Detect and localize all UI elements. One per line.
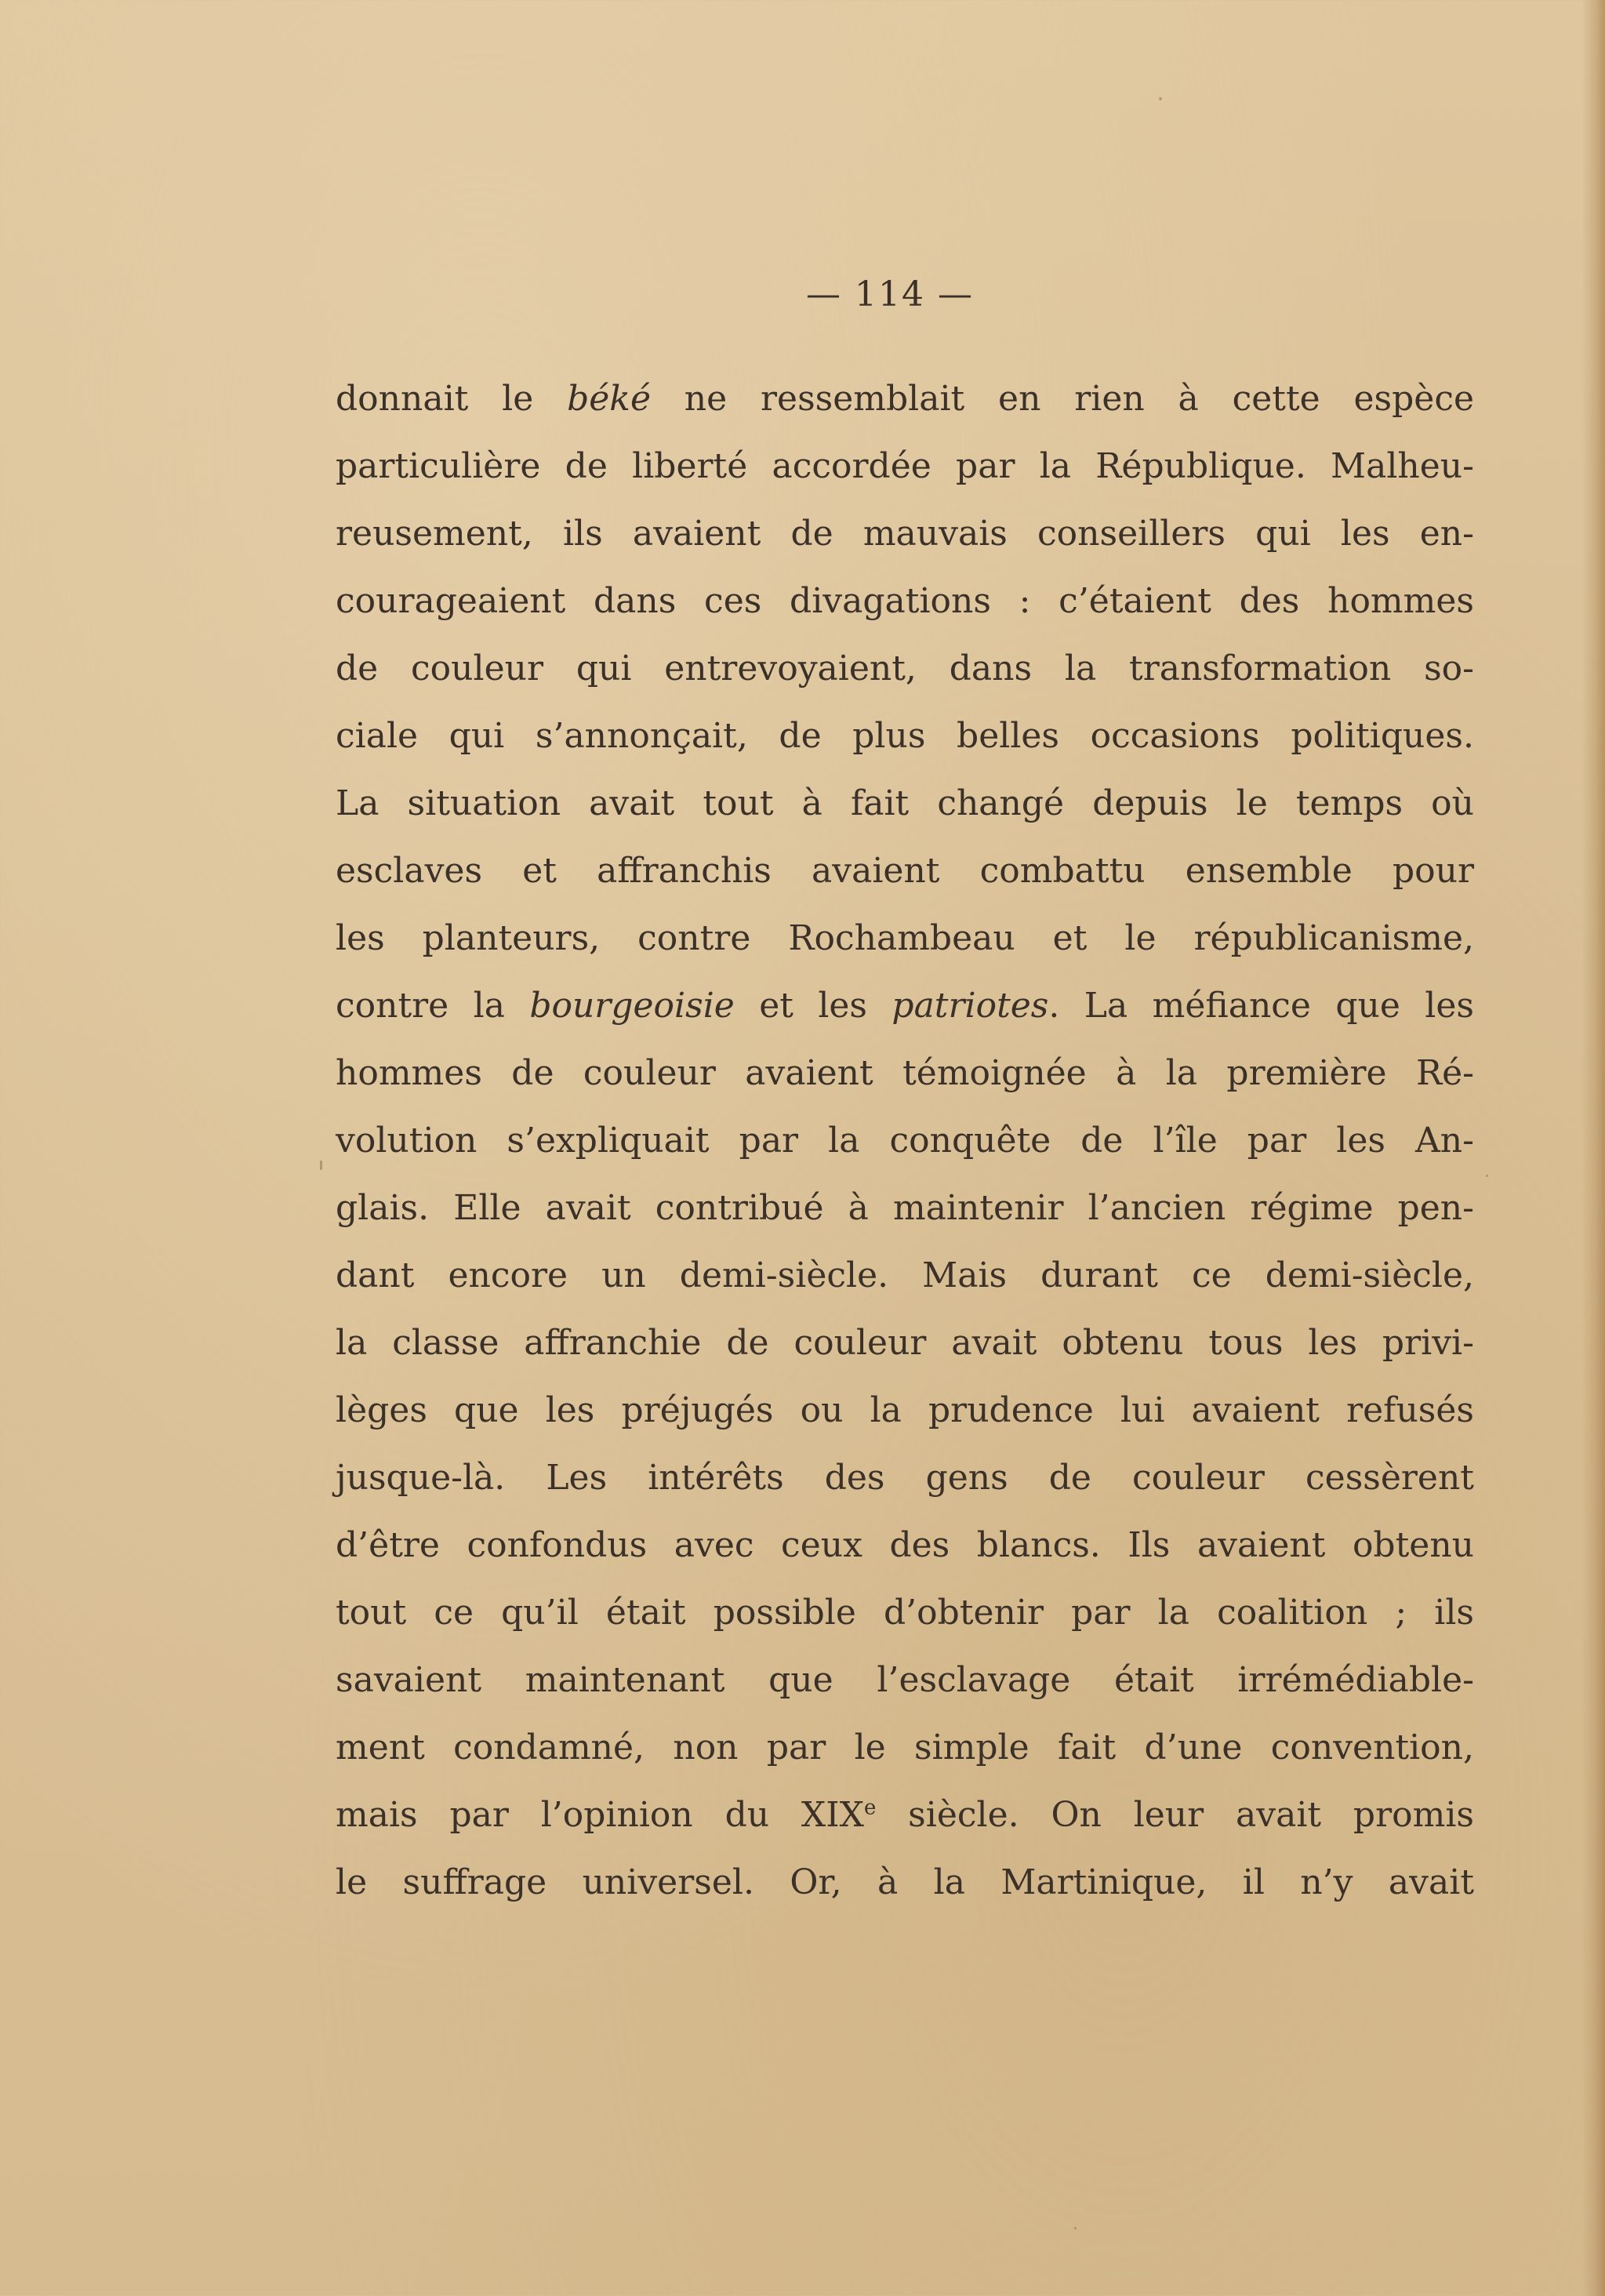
text-line: esclaves et affranchis avaient combattu ensemble pour: [336, 851, 1474, 891]
body-text: [336, 365, 1474, 1916]
paper-speck: [1486, 1175, 1488, 1177]
page-number: — 114 —: [806, 274, 974, 314]
text-line: glais. Elle avait contribué à maintenir l’ancien régime pen-: [336, 1188, 1474, 1228]
text-line: contre la bourgeoisie et les patriotes. La méfiance que les: [336, 986, 1474, 1026]
text-line: les planteurs, contre Rochambeau et le républicanisme,: [336, 918, 1474, 958]
text-line: jusque-là. Les intérêts des gens de couleur cessèrent: [336, 1458, 1474, 1498]
italic-term: béké: [567, 379, 651, 419]
text-line: tout ce qu’il était possible d’obtenir par la coalition ; ils: [336, 1593, 1474, 1633]
text-line: particulière de liberté accordée par la République. Malheu-: [336, 446, 1474, 486]
text-line: La situation avait tout à fait changé depuis le temps où: [336, 783, 1474, 823]
italic-term: patriotes: [891, 986, 1049, 1026]
text-line: dant encore un demi-siècle. Mais durant ce demi-siècle,: [336, 1255, 1474, 1295]
text-line: le suffrage universel. Or, à la Martinique, il n’y avait: [336, 1862, 1474, 1902]
text-line: reusement, ils avaient de mauvais conseillers qui les en-: [336, 514, 1474, 554]
text-line: mais par l’opinion du XIXe siècle. On leur avait promis: [336, 1795, 1474, 1835]
text-line: volution s’expliquait par la conquête de l’île par les An-: [336, 1121, 1474, 1161]
paper-speck: [1074, 2227, 1077, 2229]
paper-speck: [320, 1161, 322, 1170]
text-line: ciale qui s’annonçait, de plus belles occasions politiques.: [336, 716, 1474, 756]
page-edge-shadow: [1581, 0, 1605, 2296]
text-line: courageaient dans ces divagations : c’étaient des hommes: [336, 581, 1474, 621]
superscript: e: [863, 1796, 877, 1820]
text-line: lèges que les préjugés ou la prudence lui avaient refusés: [336, 1390, 1474, 1430]
text-line: d’être confondus avec ceux des blancs. Ils avaient obtenu: [336, 1525, 1474, 1565]
italic-term: bourgeoisie: [529, 986, 735, 1026]
text-line: ment condamné, non par le simple fait d’une convention,: [336, 1727, 1474, 1767]
text-line: hommes de couleur avaient témoignée à la première Ré-: [336, 1053, 1474, 1093]
paper-speck: [1159, 97, 1162, 100]
text-line: de couleur qui entrevoyaient, dans la transformation so-: [336, 648, 1474, 688]
text-line: donnait le béké ne ressemblait en rien à cette espèce: [336, 379, 1474, 419]
text-line: la classe affranchie de couleur avait obtenu tous les privi-: [336, 1323, 1474, 1363]
text-line: savaient maintenant que l’esclavage était irrémédiable-: [336, 1660, 1474, 1700]
